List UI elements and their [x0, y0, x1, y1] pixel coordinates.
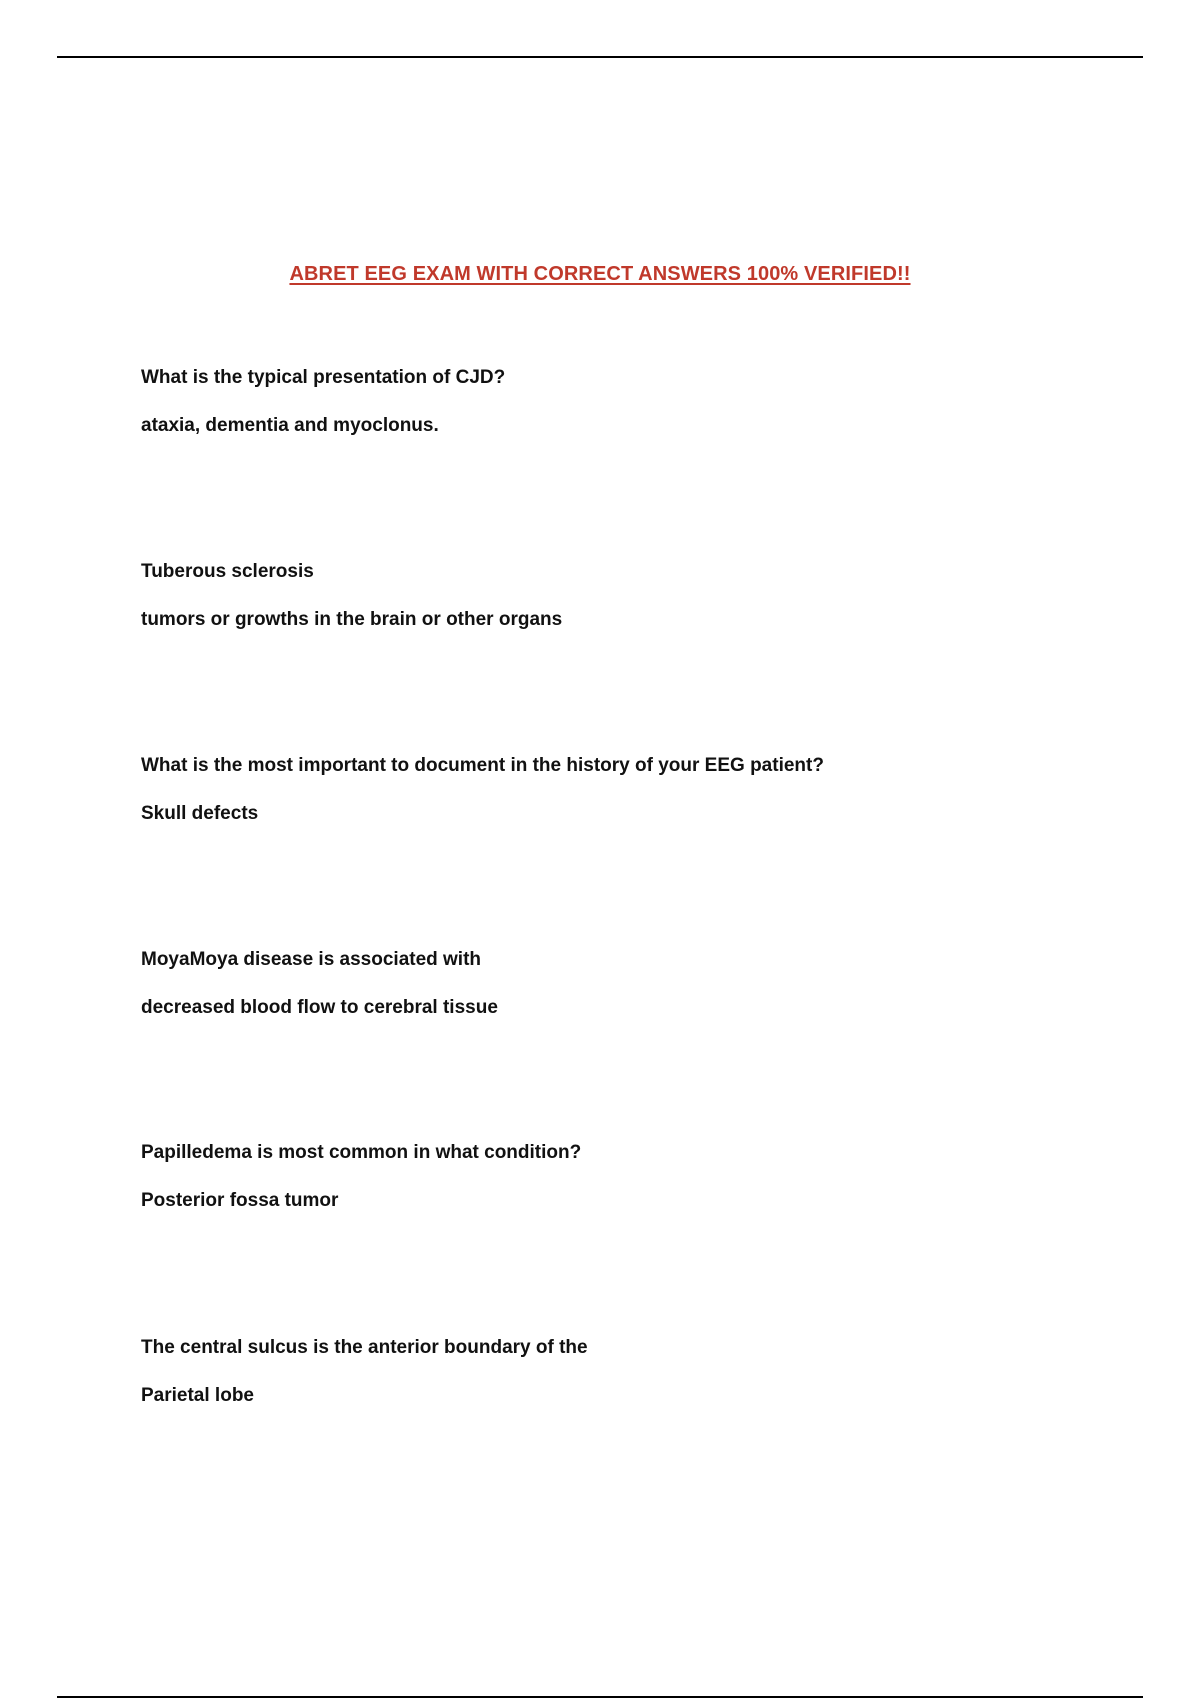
qa-item [141, 754, 1141, 826]
answer-text: ataxia, dementia and myoclonus. [141, 415, 439, 436]
question-text: What is the most important to document in the history of your EEG patient? [141, 755, 824, 776]
answer-text: Skull defects [141, 803, 259, 824]
qa-item [141, 560, 1141, 632]
qa-item [141, 1141, 1141, 1213]
qa-item [141, 1336, 1141, 1408]
question-text: Tuberous sclerosis [141, 561, 314, 582]
answer-text: tumors or growths in the brain or other organs [141, 609, 563, 630]
answer-text: Posterior fossa tumor [141, 1190, 339, 1211]
footer-rule [57, 1696, 1143, 1698]
document-title: ABRET EEG EXAM WITH CORRECT ANSWERS 100% VERIFIED!! [289, 263, 911, 285]
answer-text: Parietal lobe [141, 1385, 254, 1406]
qa-item [141, 948, 1141, 1020]
question-text: MoyaMoya disease is associated with [141, 949, 482, 970]
qa-item [141, 366, 1141, 438]
question-text: The central sulcus is the anterior boundary of the [141, 1337, 588, 1358]
header-rule [57, 56, 1143, 58]
answer-text: decreased blood flow to cerebral tissue [141, 997, 498, 1018]
question-text: Papilledema is most common in what condition? [141, 1142, 582, 1163]
question-text: What is the typical presentation of CJD? [141, 367, 506, 388]
